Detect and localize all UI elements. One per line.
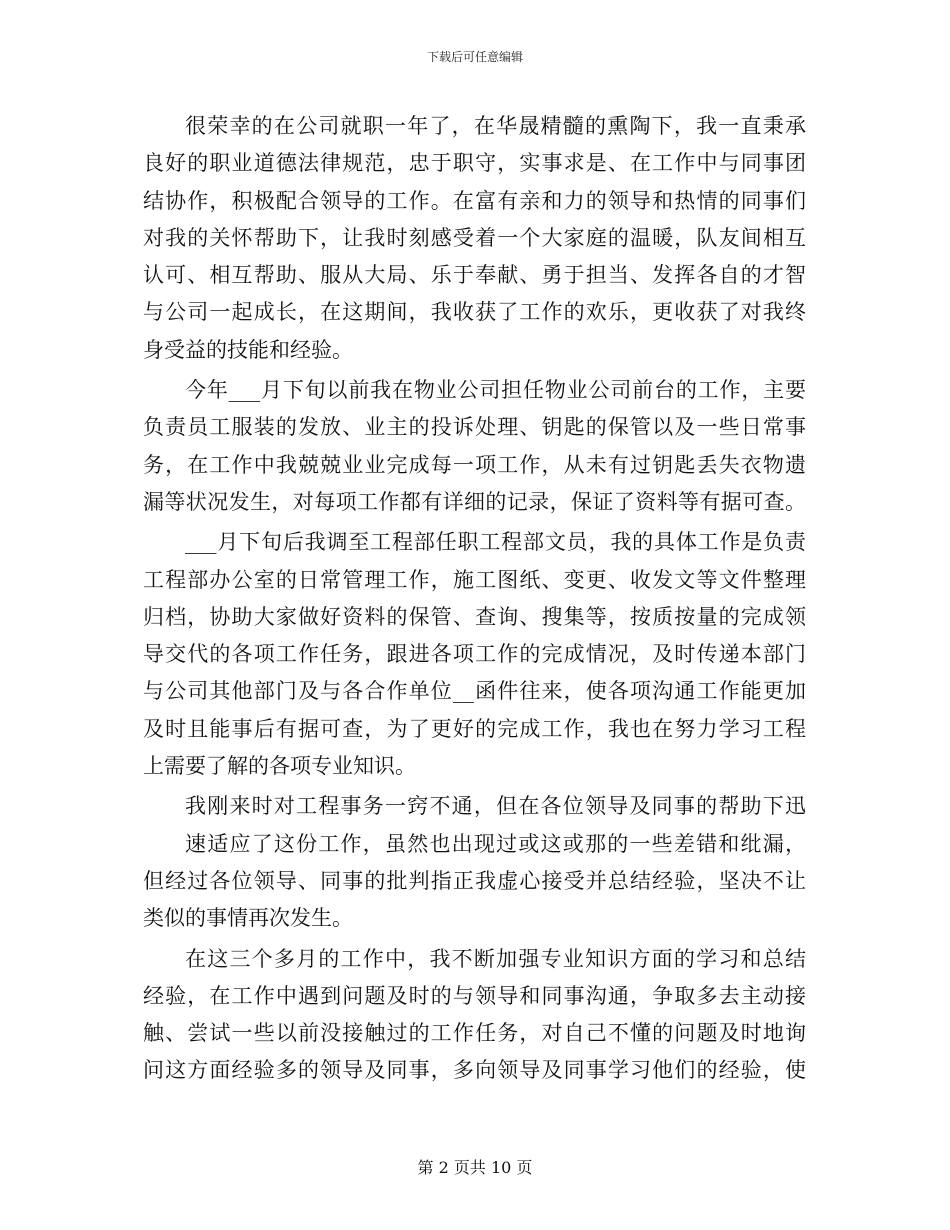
text-line: 很荣幸的在公司就职一年了，在华晟精髓的熏陶下，我一直秉承 [185,114,806,138]
text-line: 在这三个多月的工作中，我不断加强专业知识方面的学习和总结 [185,946,806,971]
paragraph-4 [143,788,806,937]
text-line: 结协作，积极配合领导的工作。在富有亲和力的领导和热情的同事们 [143,188,806,213]
text-line: 今年___月下旬以前我在物业公司担任物业公司前台的工作，主要 [185,378,806,403]
text-line: 但经过各位领导、同事的批判指正我虚心接受并总结经验，坚决不让 [143,868,806,893]
paragraph-1 [143,108,806,369]
text-line: 负责员工服装的发放、业主的投诉处理、钥匙的保管以及一些日常事 [143,415,806,440]
text-line: 类似的事情再次发生。 [143,906,353,931]
text-line: 良好的职业道德法律规范，忠于职守，实事求是、在工作中与同事团 [143,151,806,176]
text-line: 导交代的各项工作任务，跟进各项工作的完成情况，及时传递本部门 [143,642,806,667]
document-body [143,108,806,1090]
text-line: 认可、相互帮助、服从大局、乐于奉献、勇于担当、发挥各自的才智 [143,263,806,288]
text-line: 与公司一起成长，在这期间，我收获了工作的欢乐，更收获了对我终 [143,300,806,325]
text-line: 经验，在工作中遇到问题及时的与领导和同事沟通，争取多去主动接 [143,983,806,1008]
paragraph-3 [143,524,806,785]
paragraph-2 [143,372,806,521]
text-line: 漏等状况发生，对每项工作都有详细的记录，保证了资料等有据可查。 [143,489,806,514]
text-line: 我刚来时对工程事务一窍不通，但在各位领导及同事的帮助下迅 [185,794,806,819]
paragraph-5 [143,941,806,1090]
text-line: 务，在工作中我兢兢业业完成每一项工作，从未有过钥匙丢失衣物遗 [143,452,806,477]
text-line: 及时且能事后有据可查，为了更好的完成工作，我也在努力学习工程 [143,716,806,741]
text-line: 与公司其他部门及与各合作单位__函件往来，使各项沟通工作能更加 [143,679,806,704]
text-line: 触、尝试一些以前没接触过的工作任务，对自己不懂的问题及时地询 [143,1021,806,1046]
text-line: 对我的关怀帮助下，让我时刻感受着一个大家庭的温暖，队友间相互 [143,225,806,250]
text-line: 身受益的技能和经验。 [143,337,353,362]
text-line: 速适应了这份工作，虽然也出现过或这或那的一些差错和纰漏， [185,831,806,856]
page-header: 下载后可任意编辑 [426,50,523,64]
text-line: 上需要了解的各项专业知识。 [143,754,416,779]
text-line: 归档，协助大家做好资料的保管、查询、搜集等，按质按量的完成领 [143,604,806,629]
text-line: 问这方面经验多的领导及同事，多向领导及同事学习他们的经验，使 [143,1058,806,1083]
text-line: ___月下旬后我调至工程部任职工程部文员，我的具体工作是负责 [185,530,806,555]
page-number: 第 2 页共 10 页 [417,1158,533,1177]
text-line: 工程部办公室的日常管理工作，施工图纸、变更、收发文等文件整理 [143,567,806,592]
